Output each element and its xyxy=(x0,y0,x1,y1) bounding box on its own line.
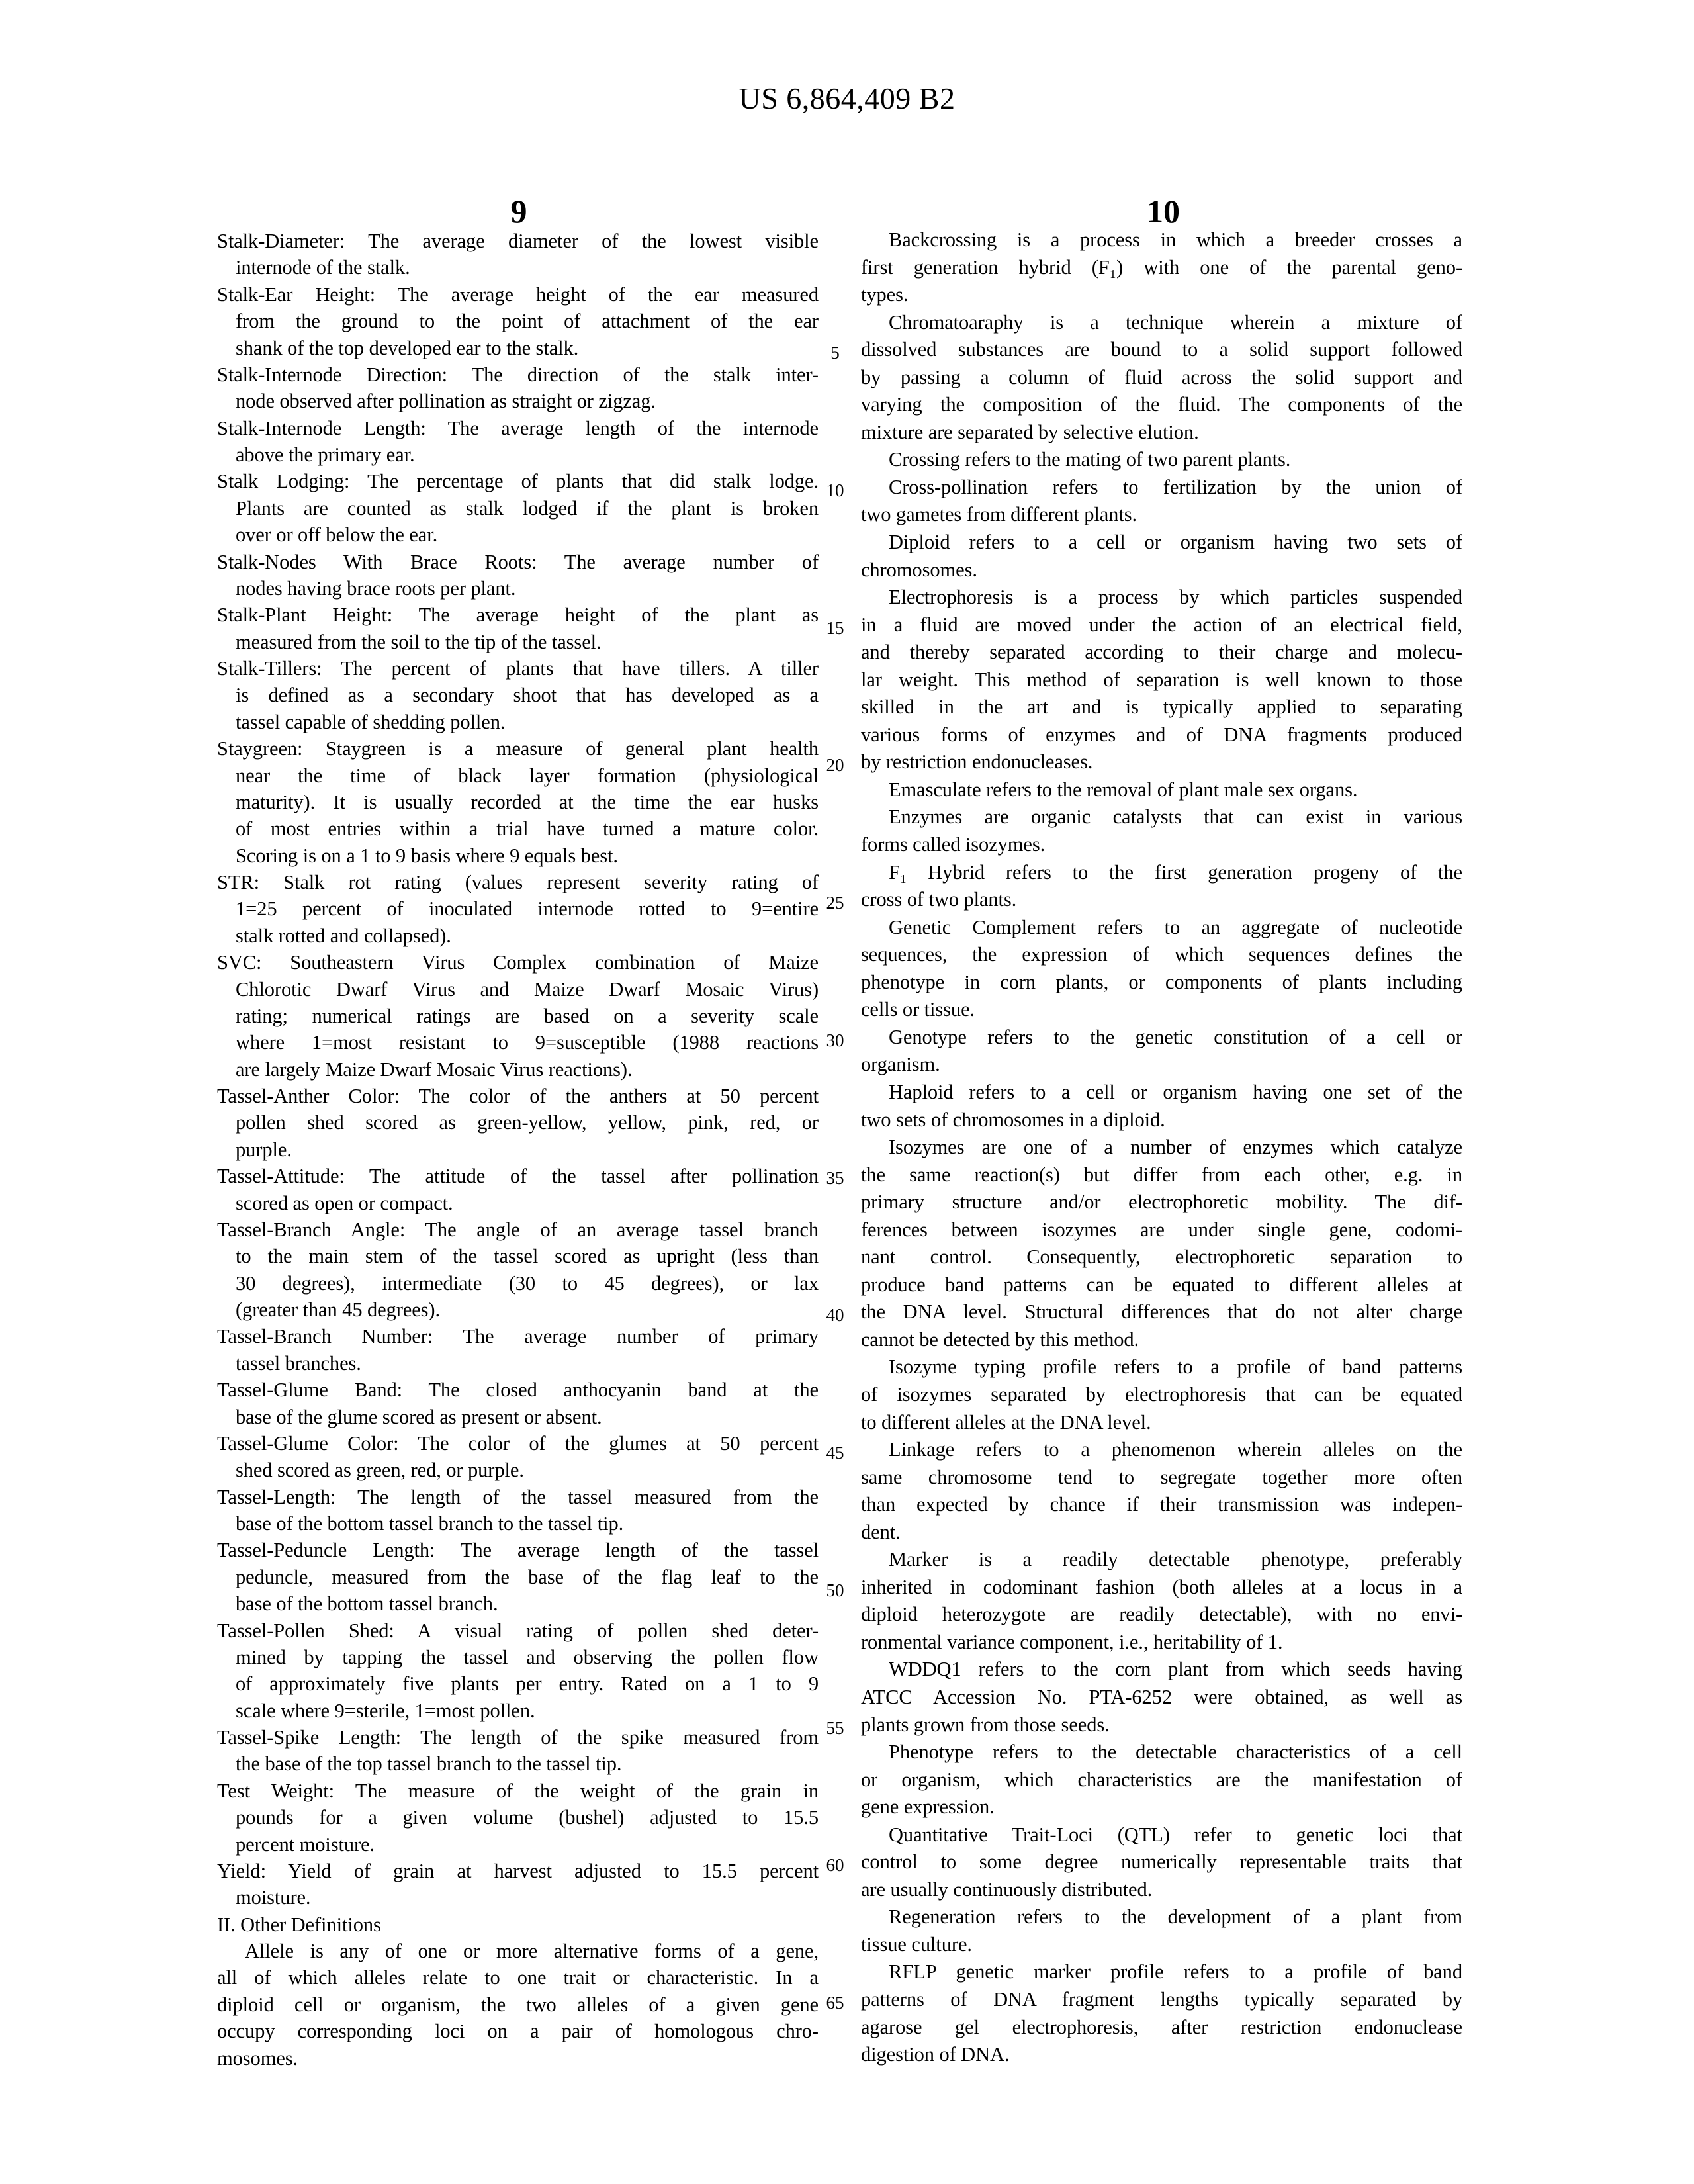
text-line: by passing a column of fluid across the solid support and xyxy=(861,365,1462,388)
text-line: and thereby separated according to their charge and molecu- xyxy=(861,641,1462,664)
line-number: 5 xyxy=(830,343,840,363)
text-line: organism. xyxy=(861,1053,940,1076)
text-line: of isozymes separated by electrophoresis that can be equated xyxy=(861,1383,1462,1406)
text-line: all of which alleles relate to one trait or characteristic. In a xyxy=(217,1966,819,1989)
text-line: node observed after pollination as straight or zigzag. xyxy=(236,390,656,413)
text-line: Plants are counted as stalk lodged if the plant is broken xyxy=(236,496,819,520)
text-line: 30 degrees), intermediate (30 to 45 degrees), or lax xyxy=(236,1271,819,1295)
text-line: Tassel-Attitude: The attitude of the tassel after pollination xyxy=(217,1165,819,1188)
text-line: occupy corresponding loci on a pair of homologous chro- xyxy=(217,2020,819,2043)
text-line: cannot be detected by this method. xyxy=(861,1328,1139,1351)
text-line: Tassel-Branch Angle: The angle of an average tassel branch xyxy=(217,1218,819,1241)
line-number: 45 xyxy=(826,1443,844,1463)
text-line: is defined as a secondary shoot that has developed as a xyxy=(236,684,819,707)
text-line: dissolved substances are bound to a solid support followed xyxy=(861,338,1462,361)
text-line: diploid cell or organism, the two alleles of a given gene xyxy=(217,1993,819,2016)
text-line: inherited in codominant fashion (both alleles at a locus in a xyxy=(861,1575,1462,1598)
text-line: base of the glume scored as present or absent. xyxy=(236,1405,602,1428)
text-line: Crossing refers to the mating of two parent plants. xyxy=(889,448,1291,471)
text-line: from the ground to the point of attachment of the ear xyxy=(236,310,819,333)
text-line: measured from the soil to the tip of the tassel. xyxy=(236,630,602,653)
line-number: 20 xyxy=(826,755,844,776)
text-line: Stalk-Nodes With Brace Roots: The average number of xyxy=(217,550,819,573)
text-line: Stalk-Tillers: The percent of plants that have tillers. A tiller xyxy=(217,657,819,680)
text-line: Phenotype refers to the detectable characteristics of a cell xyxy=(889,1741,1462,1764)
text-line: stalk rotted and collapsed). xyxy=(236,924,451,947)
text-line: primary structure and/or electrophoretic mobility. The dif- xyxy=(861,1191,1462,1214)
text-line: Genotype refers to the genetic constitution of a cell or xyxy=(889,1025,1462,1048)
text-line: Allele is any of one or more alternative forms of a gene, xyxy=(245,1940,819,1962)
text-line: first generation hybrid (F₁) with one of the parental geno- xyxy=(861,255,1462,279)
text-line: Marker is a readily detectable phenotype, preferably xyxy=(889,1548,1462,1571)
text-line: Tassel-Length: The length of the tassel measured from the xyxy=(217,1485,819,1508)
text-line: are largely Maize Dwarf Mosaic Virus reactions). xyxy=(236,1058,633,1081)
text-line: types. xyxy=(861,283,909,306)
text-line: where 1=most resistant to 9=susceptible (1988 reactions xyxy=(236,1031,819,1054)
text-line: lar weight. This method of separation is well known to those xyxy=(861,668,1462,691)
text-line: Cross-pollination refers to fertilization by the union of xyxy=(889,475,1462,498)
text-line: shank of the top developed ear to the stalk. xyxy=(236,336,579,359)
text-line: of most entries within a trial have turned a mature color. xyxy=(236,817,819,841)
text-line: Quantitative Trait-Loci (QTL) refer to genetic loci that xyxy=(889,1823,1462,1846)
text-line: Stalk-Ear Height: The average height of the ear measured xyxy=(217,283,819,306)
text-line: plants grown from those seeds. xyxy=(861,1713,1110,1736)
text-line: Stalk-Internode Direction: The direction of the stalk inter- xyxy=(217,363,819,386)
text-line: chromosomes. xyxy=(861,558,977,581)
text-line: scale where 9=sterile, 1=most pollen. xyxy=(236,1699,535,1722)
text-line: by restriction endonucleases. xyxy=(861,751,1093,774)
text-line: Genetic Complement refers to an aggregate of nucleotide xyxy=(889,915,1462,938)
text-line: Tassel-Branch Number: The average number of primary xyxy=(217,1325,819,1348)
line-number: 50 xyxy=(826,1580,844,1600)
left-column-text xyxy=(217,228,819,2071)
text-line: agarose gel electrophoresis, after restriction endonuclease xyxy=(861,2015,1462,2038)
text-line: tissue culture. xyxy=(861,1933,972,1956)
text-line: near the time of black layer formation (physiological xyxy=(236,764,819,787)
text-line: above the primary ear. xyxy=(236,443,415,466)
text-line: dent. xyxy=(861,1520,901,1543)
text-line: mixture are separated by selective elution. xyxy=(861,420,1199,443)
text-line: Tassel-Anther Color: The color of the anthers at 50 percent xyxy=(217,1085,819,1107)
text-line: two sets of chromosomes in a diploid. xyxy=(861,1108,1165,1131)
text-line: two gametes from different plants. xyxy=(861,503,1137,526)
text-line: Stalk-Plant Height: The average height of the plant as xyxy=(217,604,819,627)
text-line: Tassel-Glume Color: The color of the glumes at 50 percent xyxy=(217,1432,819,1455)
text-line: F₁ Hybrid refers to the first generation progeny of the xyxy=(889,860,1462,884)
text-line: varying the composition of the fluid. The components of the xyxy=(861,393,1462,416)
text-line: Tassel-Spike Length: The length of the spike measured from xyxy=(217,1726,819,1749)
text-line: WDDQ1 refers to the corn plant from which seeds having xyxy=(889,1658,1462,1681)
text-line: Stalk-Diameter: The average diameter of the lowest visible xyxy=(217,230,819,252)
text-line: Emasculate refers to the removal of plant male sex organs. xyxy=(889,778,1358,801)
text-line: percent moisture. xyxy=(236,1833,375,1856)
text-line: Chromatoaraphy is a technique wherein a mixture of xyxy=(889,310,1462,334)
text-line: than expected by chance if their transmission was indepen- xyxy=(861,1493,1462,1516)
text-line: purple. xyxy=(236,1138,292,1161)
text-line: sequences, the expression of which sequences defines the xyxy=(861,943,1462,966)
text-line: phenotype in corn plants, or components of plants including xyxy=(861,970,1462,993)
text-line: Isozymes are one of a number of enzymes which catalyze xyxy=(889,1136,1462,1159)
text-line: are usually continuously distributed. xyxy=(861,1878,1153,1901)
text-line: RFLP genetic marker profile refers to a profile of band xyxy=(889,1960,1462,1983)
text-line: gene expression. xyxy=(861,1796,995,1819)
text-line: Yield: Yield of grain at harvest adjusted to 15.5 percent xyxy=(217,1859,819,1882)
text-line: tassel branches. xyxy=(236,1351,361,1375)
text-line: cells or tissue. xyxy=(861,998,975,1021)
line-number: 15 xyxy=(826,617,844,638)
text-line: SVC: Southeastern Virus Complex combination of Maize xyxy=(217,951,819,974)
column-number-left: 9 xyxy=(510,193,527,230)
text-line: Linkage refers to a phenomenon wherein alleles on the xyxy=(889,1438,1462,1461)
text-line: pollen shed scored as green-yellow, yellow, pink, red, or xyxy=(236,1111,819,1134)
text-line: various forms of enzymes and of DNA fragments produced xyxy=(861,723,1462,746)
text-line: same chromosome tend to segregate together more often xyxy=(861,1465,1462,1488)
text-line: rating; numerical ratings are based on a severity scale xyxy=(236,1004,819,1027)
text-line: ATCC Accession No. PTA-6252 were obtained, as well as xyxy=(861,1685,1462,1708)
text-line: to different alleles at the DNA level. xyxy=(861,1410,1151,1433)
line-number: 60 xyxy=(826,1855,844,1876)
text-line: the same reaction(s) but differ from each other, e.g. in xyxy=(861,1163,1462,1186)
text-line: cross of two plants. xyxy=(861,888,1017,911)
text-line: in a fluid are moved under the action of an electrical field, xyxy=(861,613,1462,636)
text-line: mosomes. xyxy=(217,2046,298,2070)
text-line: 1=25 percent of inoculated internode rotted to 9=entire xyxy=(236,897,819,921)
text-line: digestion of DNA. xyxy=(861,2043,1010,2066)
text-line: base of the bottom tassel branch. xyxy=(236,1592,498,1615)
text-line: Backcrossing is a process in which a breeder crosses a xyxy=(889,228,1462,251)
line-number: 65 xyxy=(826,1993,844,2013)
text-line: nodes having brace roots per plant. xyxy=(236,576,516,600)
text-line: Stalk Lodging: The percentage of plants that did stalk lodge. xyxy=(217,470,819,493)
text-line: or organism, which characteristics are the manifestation of xyxy=(861,1768,1462,1791)
text-line: base of the bottom tassel branch to the tassel tip. xyxy=(236,1512,624,1535)
text-line: scored as open or compact. xyxy=(236,1191,453,1214)
text-line: Staygreen: Staygreen is a measure of general plant health xyxy=(217,737,819,760)
line-number: 30 xyxy=(826,1030,844,1050)
text-line: of approximately five plants per entry. Rated on a 1 to 9 xyxy=(236,1672,819,1696)
text-line: forms called isozymes. xyxy=(861,833,1046,856)
text-line: Regeneration refers to the development of a plant from xyxy=(889,1905,1462,1929)
text-line: Tassel-Peduncle Length: The average length of the tassel xyxy=(217,1539,819,1562)
text-line: ferences between isozymes are under single gene, codomi- xyxy=(861,1218,1462,1241)
text-line: Diploid refers to a cell or organism having two sets of xyxy=(889,531,1462,554)
text-line: the DNA level. Structural differences that do not alter charge xyxy=(861,1300,1462,1324)
text-line: the base of the top tassel branch to the tassel tip. xyxy=(236,1752,622,1776)
text-line: diploid heterozygote are readily detectable), with no envi- xyxy=(861,1603,1462,1626)
text-line: tassel capable of shedding pollen. xyxy=(236,710,506,733)
text-line: (greater than 45 degrees). xyxy=(236,1298,441,1321)
text-line: control to some degree numerically representable traits that xyxy=(861,1850,1462,1874)
text-line: Scoring is on a 1 to 9 basis where 9 equals best. xyxy=(236,844,618,867)
text-line: peduncle, measured from the base of the flag leaf to the xyxy=(236,1565,819,1588)
text-line: produce band patterns can be equated to different alleles at xyxy=(861,1273,1462,1296)
text-line: Chlorotic Dwarf Virus and Maize Dwarf Mosaic Virus) xyxy=(236,978,819,1001)
text-line: Stalk-Internode Length: The average length of the internode xyxy=(217,416,819,439)
right-column-text xyxy=(861,226,1462,2069)
text-line: Enzymes are organic catalysts that can exist in various xyxy=(889,805,1462,829)
text-line: skilled in the art and is typically applied to separating xyxy=(861,696,1462,719)
text-line: ronmental variance component, i.e., heritability of 1. xyxy=(861,1630,1283,1653)
text-line: nant control. Consequently, electrophoretic separation to xyxy=(861,1246,1462,1269)
text-line: STR: Stalk rot rating (values represent severity rating of xyxy=(217,871,819,893)
text-line: Tassel-Pollen Shed: A visual rating of pollen shed deter- xyxy=(217,1619,819,1642)
text-line: shed scored as green, red, or purple. xyxy=(236,1459,524,1482)
column-number-right: 10 xyxy=(1147,193,1180,230)
text-line: Haploid refers to a cell or organism having one set of the xyxy=(889,1080,1462,1103)
line-number: 40 xyxy=(826,1305,844,1326)
text-line: patterns of DNA fragment lengths typically separated by xyxy=(861,1988,1462,2011)
text-line: Electrophoresis is a process by which particles suspended xyxy=(889,586,1462,609)
text-line: over or off below the ear. xyxy=(236,523,438,547)
text-line: internode of the stalk. xyxy=(236,256,410,279)
text-line: Tassel-Glume Band: The closed anthocyanin band at the xyxy=(217,1379,819,1402)
line-number: 25 xyxy=(826,893,844,913)
text-line: pounds for a given volume (bushel) adjusted to 15.5 xyxy=(236,1806,819,1829)
text-line: Isozyme typing profile refers to a profile of band patterns xyxy=(889,1355,1462,1379)
text-line: mined by tapping the tassel and observing the pollen flow xyxy=(236,1645,819,1668)
text-line: moisture. xyxy=(236,1886,311,1909)
text-line: maturity). It is usually recorded at the time the ear husks xyxy=(236,790,819,813)
line-number: 55 xyxy=(826,1717,844,1738)
line-number: 35 xyxy=(826,1167,844,1188)
text-line: to the main stem of the tassel scored as upright (less than xyxy=(236,1245,819,1268)
text-line: II. Other Definitions xyxy=(217,1913,381,1936)
text-line: Test Weight: The measure of the weight of the grain in xyxy=(217,1779,819,1802)
line-number: 10 xyxy=(826,480,844,500)
patent-number-header: US 6,864,409 B2 xyxy=(738,81,956,115)
